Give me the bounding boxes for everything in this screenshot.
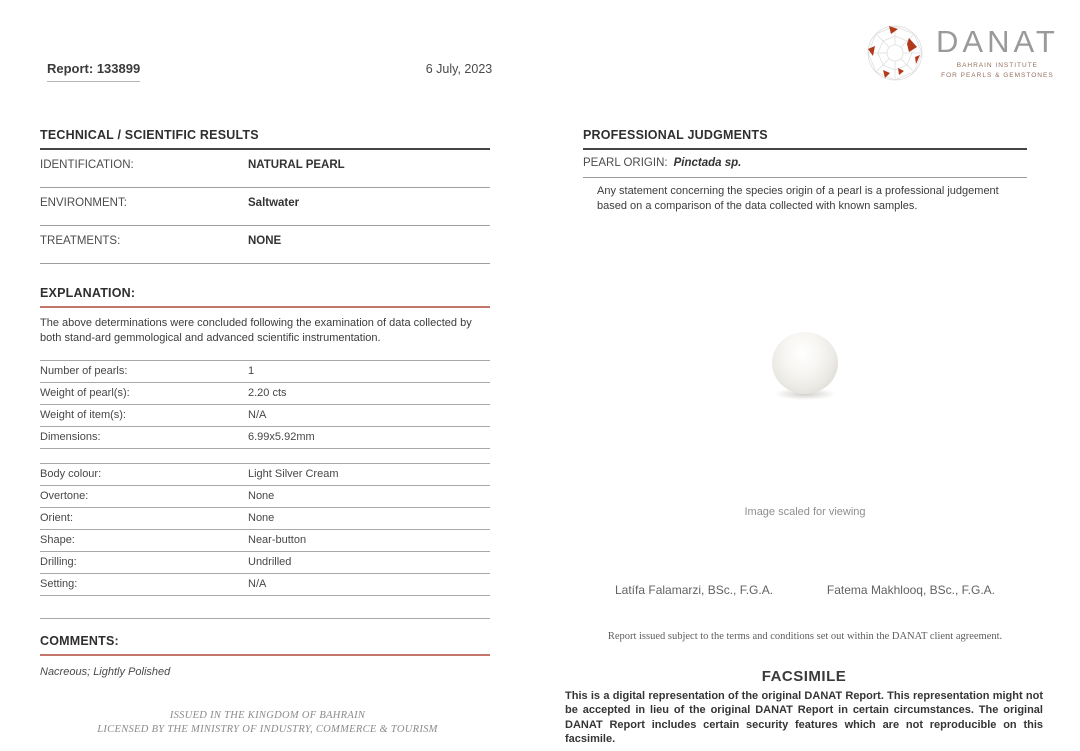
- table-row: Shape: Near-button: [40, 530, 490, 552]
- pearl-measurements-table: [40, 360, 490, 449]
- pearl-appearance-table: [40, 463, 490, 596]
- divider: [40, 618, 490, 619]
- table-row: Orient: None: [40, 508, 490, 530]
- pearl-origin-note: Any statement concerning the species origin of a pearl is a professional judgement based on a comparison of the data collected with known samples.: [597, 185, 999, 212]
- signature-gemologist-1: Latífa Falamarzi, BSc., F.G.A.: [615, 583, 774, 597]
- environment-label: ENVIRONMENT:: [40, 197, 127, 209]
- table-row: Number of pearls: 1: [40, 361, 490, 383]
- professional-judgments-section: [583, 128, 1027, 214]
- signatures-row: [583, 583, 1027, 597]
- table-row: Body colour: Light Silver Cream: [40, 464, 490, 486]
- facsimile-section: [565, 668, 1043, 746]
- logo-tagline: BAHRAIN INSTITUTE FOR PEARLS & GEMSTONES: [941, 61, 1054, 79]
- table-row: Overtone: None: [40, 486, 490, 508]
- pearl-photo: [772, 332, 838, 394]
- table-row: Weight of item(s): N/A: [40, 405, 490, 427]
- terms-line: Report issued subject to the terms and conditions set out within the DANAT client agreement.: [607, 631, 1003, 642]
- pearl-origin-row: [583, 150, 1027, 178]
- treatments-label: TREATMENTS:: [40, 235, 121, 247]
- identification-value: NATURAL PEARL: [248, 159, 345, 171]
- report-date: 6 July, 2023: [425, 62, 493, 76]
- issuer-line-2: LICENSED BY THE MINISTRY OF INDUSTRY, COMMERCE & TOURISM: [97, 724, 438, 736]
- report-number: Report: 133899: [47, 61, 140, 82]
- professional-judgments-title: PROFESSIONAL JUDGMENTS: [583, 128, 1027, 150]
- issuer-footer: [40, 709, 495, 737]
- issuer-line-1: ISSUED IN THE KINGDOM OF BAHRAIN: [169, 710, 366, 721]
- comments-title: COMMENTS:: [40, 634, 490, 656]
- image-caption: Image scaled for viewing: [744, 506, 866, 518]
- facsimile-body: This is a digital representation of the original DANAT Report. This representation might not be accepted in lieu of the original DANAT Report in certain circumstances. The original DANAT Report includes certain security features which are not reproducible on this facsimile.: [565, 690, 1043, 745]
- table-row: Weight of pearl(s): 2.20 cts: [40, 383, 490, 405]
- identification-row: [40, 150, 490, 188]
- pearl-emblem-icon: [864, 22, 926, 84]
- logo-wordmark: DANAT: [936, 23, 1059, 59]
- danat-logo: [864, 22, 1059, 84]
- technical-results-section: [40, 128, 490, 678]
- treatments-value: NONE: [248, 235, 282, 247]
- signature-gemologist-2: Fatema Makhlooq, BSc., F.G.A.: [826, 583, 995, 597]
- logo-text: [936, 23, 1059, 81]
- table-row: Drilling: Undrilled: [40, 552, 490, 574]
- technical-results-title: TECHNICAL / SCIENTIFIC RESULTS: [40, 128, 490, 150]
- environment-row: [40, 188, 490, 226]
- pearl-origin-value: Pinctada sp.: [673, 157, 742, 169]
- explanation-body: The above determinations were concluded following the examination of data collected by both stand-ard gemmological and advanced scientific instrumentation.: [40, 317, 472, 345]
- treatments-row: [40, 226, 490, 264]
- identification-label: IDENTIFICATION:: [40, 159, 134, 171]
- table-row: Setting: N/A: [40, 574, 490, 596]
- facsimile-title: FACSIMILE: [761, 668, 847, 685]
- pearl-origin-label: PEARL ORIGIN:: [583, 157, 668, 169]
- explanation-title: EXPLANATION:: [40, 286, 490, 308]
- environment-value: Saltwater: [248, 197, 300, 209]
- table-row: Dimensions: 6.99x5.92mm: [40, 427, 490, 449]
- comments-body: Nacreous; Lightly Polished: [40, 665, 171, 678]
